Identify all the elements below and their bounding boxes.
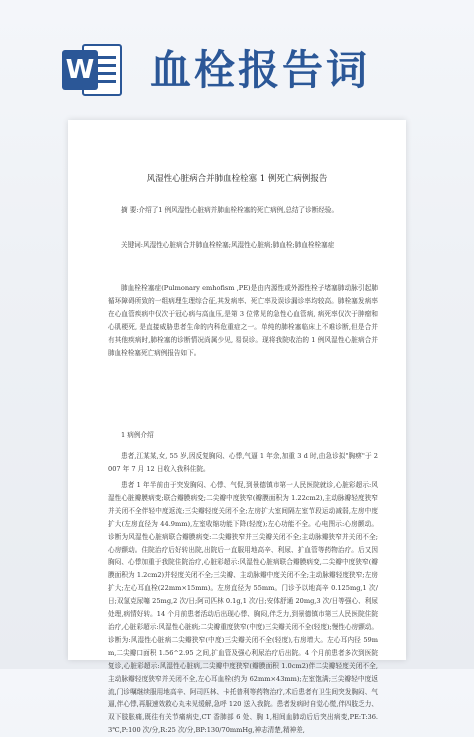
case-history-paragraph: 患者 1 年半前由于突发胸闷、心悸、气促,到景德镇市第一人民医院就诊,心脏彩超示:风湿性心脏瓣膜病变;联合瓣膜病变;二尖瓣中度狭窄(瓣膜面积为 1.22cm2),主动脉瓣轻度狭窄并关闭不全伴轻中度返流;三尖瓣轻度关闭不全;左房扩大室间隔左室节段运动减弱,左房中度扩大(左房直径为 44.9mm),左室收缩功能下降(轻度);左心功能不全。心电图示:心房颤动。诊断为风湿性心脏病联合瓣膜病变:二尖瓣狭窄并三尖瓣关闭不全;主动脉瓣狭窄并关闭不全;心房颤动。住院治疗后好转出院,出院后一直服用地高辛、利尿、扩血管等药物治疗。后又因胸闷、心悸加重于我院住院治疗,心脏彩超示:风湿性心脏病联合瓣膜病变,二尖瓣中度狭窄(瓣膜面积为 1.2cm2)并轻度关闭不全;三尖瓣、主动脉瓣中度关闭不全;主动脉瓣轻度狭窄;左房扩大;左心耳血栓(22mm×15mm)。左房直径为 55mm。门诊予以地高辛 0.125mg,1 次/日;双氢克尿噻 25mg,2 次/日;阿司匹林 0.1g,1 次/日;安体舒通 20mg,3 次/日等强心、利尿处理,病情好转。14 个月前患者活动后出现心悸、胸闷,伴乏力,到景德镇市第三人民医院住院治疗,心脏彩超示:风湿性心脏病;二尖瓣重度狭窄(中度)三尖瓣关闭不全(轻度);慢性心房颤动。诊断为:风湿性心脏病二尖瓣狭窄(中度)三尖瓣关闭不全(轻度),右房增大。左心耳内径 59mm,二尖瓣口面积 1.56^2.95 之间,扩血管及强心利尿治疗后出院。4 个月前患者多次到医院复诊,心脏彩超示:风湿性心脏病,二尖瓣中度狭窄(瓣膜面积 1.0cm2)伴二尖瓣轻度关闭不全,主动脉瓣轻度狭窄并关闭不全,左心耳血栓(约为 62mm×43mm);左室饱满;三尖瓣轻中度返流,门诊嘱继续服用地高辛、阿司匹林、卡托普利等药物治疗,术后患者有卫生间突发胸闷、气逼,伴心悸,再服速效救心丸未见缓解,急呼 120 送入我院。患者发病时自觉心慌,伴四肢乏力、双下肢胀痛,既往有关节痛病史,CT 香肺部 6 处、胸 1,相间血肺动后后突出病变,PE:T:36.3℃,P:100 次/分,R:25 次/分,BP:130/70mmHg,神志清楚,精神差, (108, 481, 378, 735)
word-document-icon (62, 42, 124, 98)
abstract: 摘 要:介绍了1 例风湿性心脏病并肺血栓栓塞的死亡病例,总结了诊断经验。 (121, 206, 339, 214)
banner (0, 0, 474, 118)
document-title: 风湿性心脏病合并肺血栓栓塞 1 例死亡病例报告 (146, 174, 328, 184)
word-logo-badge: W (62, 50, 98, 90)
banner-title: 血栓报告词 (150, 46, 370, 94)
document-page (68, 120, 406, 735)
case-summary-paragraph: 患者,江某某,女, 55 岁,因反复胸闷、心悸,气逼 1 年余,加重 3 d 时,由急诊拟"胸痹"于 2007 年 7 月 12 日收入我科住院。 (108, 452, 378, 473)
keywords: 关键词:风湿性心脏病合并肺血栓栓塞;风湿性心脏病;肺血栓;肺血栓栓塞症 (121, 241, 335, 249)
section-heading: 1 病例介绍 (121, 431, 154, 439)
intro-paragraph: 肺血栓栓塞症(Pulmonary emhofism ,PE)是由内源性或外源性栓子堵塞肺动脉引起肺循环障碍所致的一组病理生理综合征,其发病率、死亡率及误诊漏诊率均较高。肺栓塞发病率在心血管疾病中仅次于冠心病与高血压,是第 3 位常见的急性心血管病, 病死率仅次于肿瘤和心肌梗死, 是直接威胁患者生命的内科危重症之一。单纯的肺栓塞临床上不难诊断,但是合并有其他疾病时,肺栓塞的诊断情况尚属少见, 易误诊。现将我院收治的 1 例风湿性心脏病合并肺血栓栓塞死亡病例报告如下。 (108, 284, 378, 357)
